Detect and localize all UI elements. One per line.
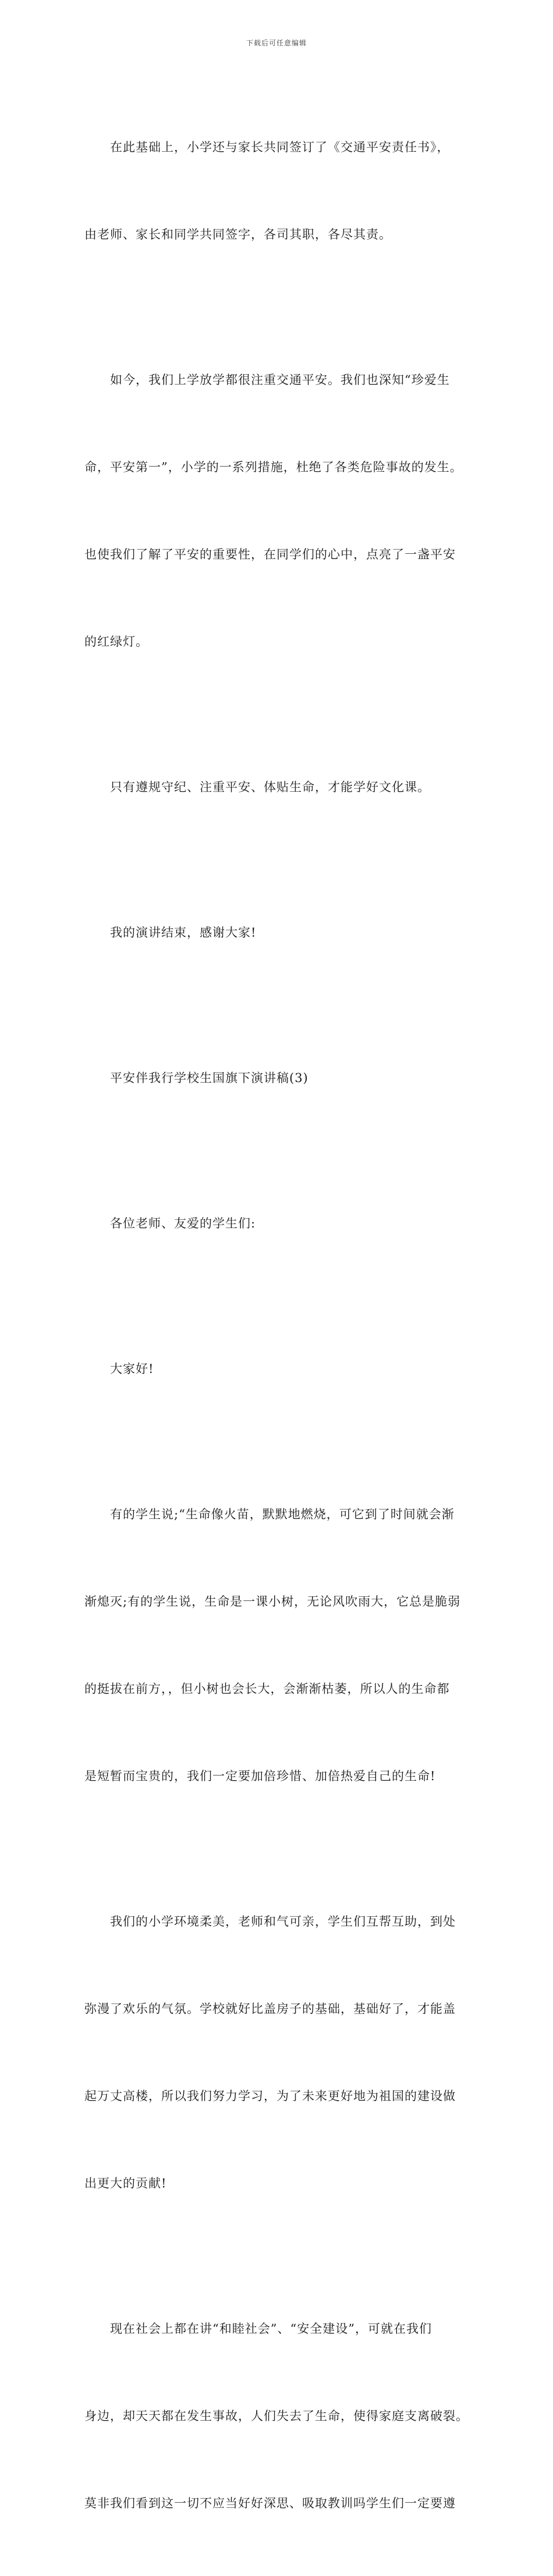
paragraph <box>84 1442 472 1849</box>
text-line: 的挺拔在前方，，但小树也会长大，会渐渐枯萎，所以人的生命都 <box>84 1682 450 1696</box>
text-line: 大家好! <box>110 1362 154 1376</box>
text-line: 是短暂而宝贵的，我们一定要加倍珍惜、加倍热爱自己的生命! <box>84 1769 436 1783</box>
text-line: 我的演讲结束，感谢大家! <box>110 926 257 940</box>
text-line: 莫非我们看到这一切不应当好好深思、吸取教训吗学生们一定要遵 <box>84 2496 456 2510</box>
paragraph <box>84 714 472 860</box>
text-line: 出更大的贡献! <box>84 2176 167 2190</box>
text-line: 各位老师、友爱的学生们: <box>110 1216 256 1230</box>
text-line: 起万丈高楼，所以我们努力学习，为了未来更好地为祖国的建设做 <box>84 2089 456 2103</box>
text-line: 渐熄灭;有的学生说，生命是一课小树，无论风吹雨大，它总是脆弱 <box>84 1595 461 1609</box>
text-line: 如今，我们上学放学都很注重交通平安。我们也深知“珍爱生 <box>110 373 450 387</box>
text-line: 由老师、家长和同学共同签字，各司其职，各尽其责。 <box>84 227 392 241</box>
paragraph <box>84 74 472 307</box>
text-line: 命，平安第一”，小学的一系列措施，杜绝了各类危险事故的发生。 <box>84 460 463 474</box>
paragraph <box>84 307 472 714</box>
text-line: 只有遵规守纪、注重平安、体贴生命，才能学好文化课。 <box>110 780 430 794</box>
document-body <box>84 74 472 2576</box>
page-header: 下载后可任意编辑 <box>246 39 307 47</box>
text-line: 也使我们了解了平安的重要性，在同学们的心中，点亮了一盏平安 <box>84 547 456 561</box>
text-line: 身边，却天天都在发生事故，人们失去了生命，使得家庭支离破裂。 <box>84 2409 469 2423</box>
greeting <box>84 1296 472 1442</box>
text-line: 的红绿灯。 <box>84 635 148 649</box>
salutation <box>84 1151 472 1296</box>
section-title <box>84 1005 472 1151</box>
text-line: 有的学生说;“生命像火苗，默默地燃烧，可它到了时间就会渐 <box>110 1507 455 1521</box>
paragraph <box>84 2256 472 2576</box>
text-line: 弥漫了欢乐的气氛。学校就好比盖房子的基础，基础好了，才能盖 <box>84 2002 456 2016</box>
text-line: 平安伴我行学校生国旗下演讲稿(3) <box>110 1071 309 1085</box>
paragraph <box>84 860 472 1005</box>
text-line: 在此基础上，小学还与家长共同签订了《交通平安责任书》， <box>110 140 450 154</box>
paragraph <box>84 1849 472 2256</box>
text-line: 现在社会上都在讲“和睦社会”、“安全建设”，可就在我们 <box>110 2322 432 2336</box>
text-line: 我们的小学环境柔美，老师和气可亲，学生们互帮互助，到处 <box>110 1915 456 1929</box>
